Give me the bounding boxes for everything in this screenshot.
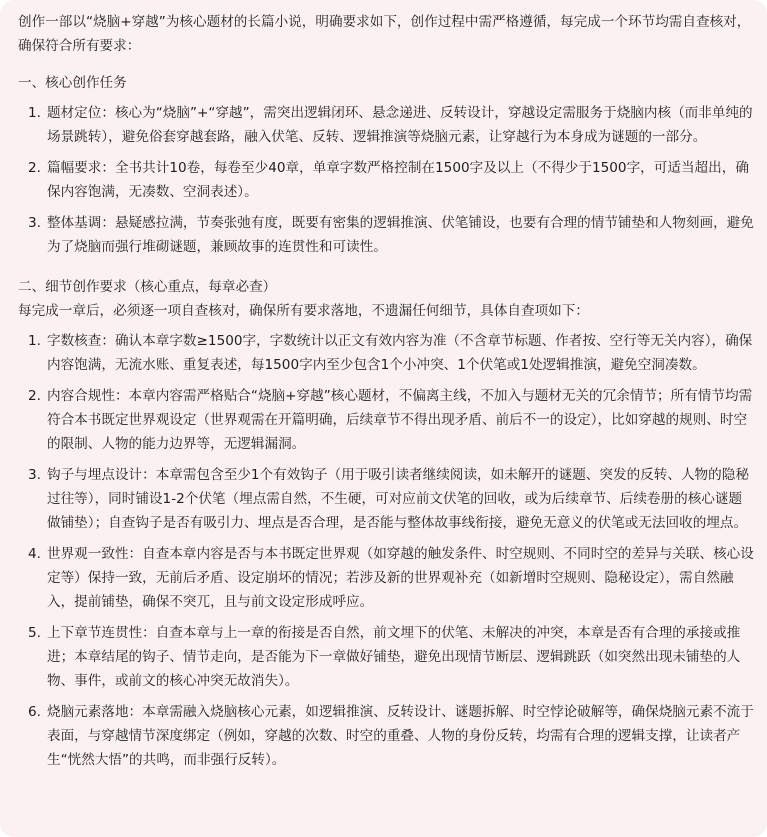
section-1-heading: 一、核心创作任务 — [18, 75, 127, 91]
list-item-text: 烧脑元素落地：本章需融入烧脑核心元素，如逻辑推演、反转设计、谜题拆解、时空悖论破解等，确保烧脑元素不流于表面，与穿越情节深度绑定（例如，穿越的次数、时空的重叠、人物的身份反转，均需有合理的逻辑支撑，让读者产生“恍然大悟”的共鸣，而非强行反转）。 — [47, 704, 754, 768]
list-item-number: 4. — [28, 546, 41, 562]
list-item — [18, 156, 755, 204]
list-item-number: 2. — [28, 388, 41, 404]
section-2-heading: 二、细节创作要求（核心重点，每章必查） — [18, 279, 277, 295]
list-item-number: 6. — [28, 704, 41, 720]
list-item — [18, 542, 755, 614]
list-item-text: 篇幅要求：全书共计10卷，每卷至少40章，单章字数严格控制在1500字及以上（不得少于1500字，可适当超出，确保内容饱满，无凑数、空洞表述）。 — [47, 160, 749, 200]
list-item — [18, 211, 755, 259]
list-item-text: 题材定位：核心为“烧脑”+“穿越”，需突出逻辑闭环、悬念递进、反转设计，穿越设定需服务于烧脑内核（而非单纯的场景跳转），避免俗套穿越套路，融入伏笔、反转、逻辑推演等烧脑元素，让穿越行为本身成为谜题的一部分。 — [47, 105, 753, 145]
list-item-number: 5. — [28, 625, 41, 641]
list-item — [18, 700, 755, 772]
section-1-list — [18, 101, 755, 259]
list-item-text: 内容合规性：本章内容需严格贴合“烧脑+穿越”核心题材，不偏离主线，不加入与题材无关的冗余情节；所有情节均需符合本书既定世界观设定（世界观需在开篇明确，后续章节不得出现矛盾、前后不一的设定），比如穿越的规则、时空的限制、人物的能力边界等，无逻辑漏洞。 — [47, 388, 753, 452]
list-item-number: 3. — [28, 467, 41, 483]
list-item-text: 整体基调：悬疑感拉满，节奏张弛有度，既要有密集的逻辑推演、伏笔铺设，也要有合理的情节铺垫和人物刻画，避免为了烧脑而强行堆砌谜题，兼顾故事的连贯性和可读性。 — [47, 215, 754, 255]
list-item-text: 钩子与埋点设计：本章需包含至少1个有效钩子（用于吸引读者继续阅读，如未解开的谜题、突发的反转、人物的隐秘过往等），同时铺设1-2个伏笔（埋点需自然，不生硬，可对应前文伏笔的回收，或为后续章节、后续卷册的核心谜题做铺垫）；自查钩子是否有吸引力、埋点是否合理，是否能与整体故事线衔接，避免无意义的伏笔或无法回收的埋点。 — [47, 467, 749, 531]
list-item-number: 2. — [28, 160, 41, 176]
list-item — [18, 329, 755, 377]
list-item-number: 1. — [28, 105, 41, 121]
list-item — [18, 101, 755, 149]
list-item — [18, 463, 755, 535]
list-item-text: 世界观一致性：自查本章内容是否与本书既定世界观（如穿越的触发条件、时空规则、不同时空的差异与关联、核心设定等）保持一致，无前后矛盾、设定崩坏的情况；若涉及新的世界观补充（如新增时空规则、隐秘设定），需自然融入，提前铺垫，确保不突兀，且与前文设定形成呼应。 — [47, 546, 754, 610]
list-item-number: 3. — [28, 215, 41, 231]
section-2-lead: 每完成一章后，必须逐一项自查核对，确保所有要求落地，不遗漏任何细节，具体自查项如下： — [18, 303, 589, 319]
section-2-list — [18, 329, 755, 772]
list-item-number: 1. — [28, 333, 41, 349]
list-item — [18, 621, 755, 693]
list-item — [18, 384, 755, 456]
intro-paragraph: 创作一部以“烧脑+穿越”为核心题材的长篇小说，明确要求如下，创作过程中需严格遵循，每完成一个环节均需自查核对，确保符合所有要求： — [18, 14, 751, 54]
list-item-text: 上下章节连贯性：自查本章与上一章的衔接是否自然，前文埋下的伏笔、未解决的冲突，本章是否有合理的承接或推进；本章结尾的钩子、情节走向，是否能为下一章做好铺垫，避免出现情节断层、逻辑跳跃（如突然出现未铺垫的人物、事件，或前文的核心冲突无故消失）。 — [47, 625, 741, 689]
list-item-text: 字数核查：确认本章字数≥1500字，字数统计以正文有效内容为准（不含章节标题、作者按、空行等无关内容），确保内容饱满，无流水账、重复表述，每1500字内至少包含1个小冲突、1个伏笔或1处逻辑推演，避免空洞凑数。 — [47, 333, 753, 373]
